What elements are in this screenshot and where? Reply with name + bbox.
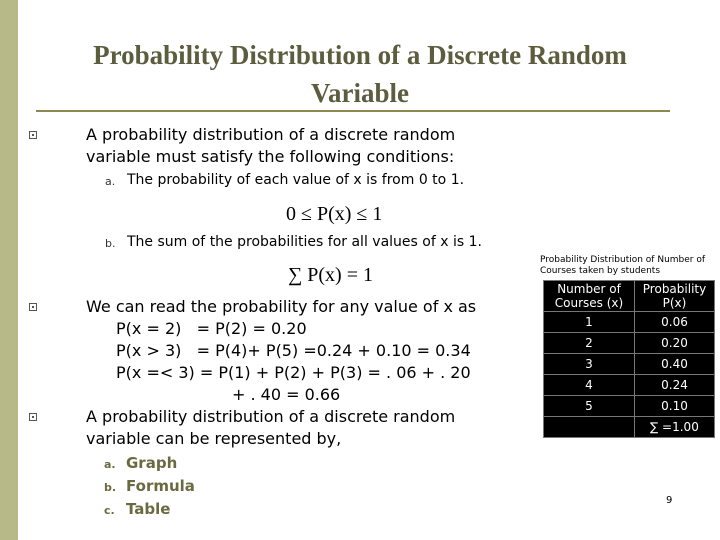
list-marker-c: c. [104, 504, 115, 517]
table-row [544, 375, 715, 396]
bullet3-line2: variable can be represented by, [86, 429, 342, 448]
list-item-graph: Graph [126, 454, 178, 472]
cell-p: 0.40 [635, 354, 715, 375]
table-row [544, 396, 715, 417]
bullet1-line2: variable must satisfy the following conditions: [86, 147, 455, 166]
cell-total: ∑ =1.00 [635, 417, 715, 438]
bullet2-line3: P(x > 3) = P(4)+ P(5) =0.24 + 0.10 = 0.34 [116, 341, 471, 360]
bullet-icon [29, 413, 37, 421]
sub-b-marker: b. [105, 237, 116, 250]
table-row [544, 333, 715, 354]
cell-p: 0.20 [635, 333, 715, 354]
list-item-table: Table [126, 500, 171, 518]
title-divider [36, 110, 670, 112]
title-line-1: Probability Distribution of a Discrete Random [93, 40, 627, 70]
formula-sum: ∑ P(x) = 1 [288, 264, 373, 286]
bullet1-line1: A probability distribution of a discrete random [86, 125, 456, 144]
bullet3-line1: A probability distribution of a discrete random [86, 407, 456, 426]
title-line-2: Variable [310, 78, 409, 108]
probability-table [543, 280, 715, 438]
sub-a-marker: a. [105, 175, 116, 188]
table-row [544, 312, 715, 333]
bullet-icon [29, 131, 37, 139]
cell-x: 2 [544, 333, 635, 354]
formula-range: 0 ≤ P(x) ≤ 1 [286, 203, 383, 225]
page-number: 9 [666, 495, 673, 506]
sub-b-text: The sum of the probabilities for all values of x is 1. [127, 234, 482, 250]
bullet2-line2: P(x = 2) = P(2) = 0.20 [116, 319, 307, 338]
bullet2-line5: + . 40 = 0.66 [232, 385, 341, 404]
cell-p: 0.06 [635, 312, 715, 333]
table-header-row [544, 281, 715, 312]
table-caption: Probability Distribution of Number of Courses taken by students [540, 255, 706, 276]
cell-x: 3 [544, 354, 635, 375]
cell-p: 0.10 [635, 396, 715, 417]
header-courses: Number of Courses (x) [544, 281, 635, 312]
cell-empty [544, 417, 635, 438]
bullet2-line4: P(x =< 3) = P(1) + P(2) + P(3) = . 06 + . 20 [116, 363, 471, 382]
table-total-row [544, 417, 715, 438]
left-accent-bar [0, 0, 18, 540]
cell-x: 4 [544, 375, 635, 396]
cell-p: 0.24 [635, 375, 715, 396]
bullet-icon [29, 303, 37, 311]
slide-title [30, 36, 690, 112]
sub-a-text: The probability of each value of x is from 0 to 1. [127, 172, 465, 188]
bullet2-line1: We can read the probability for any value of x as [86, 297, 477, 316]
table-row [544, 354, 715, 375]
list-marker-b: b. [104, 481, 117, 494]
cell-x: 5 [544, 396, 635, 417]
list-item-formula: Formula [126, 477, 195, 495]
list-marker-a: a. [104, 458, 116, 471]
header-probability: Probability P(x) [635, 281, 715, 312]
cell-x: 1 [544, 312, 635, 333]
